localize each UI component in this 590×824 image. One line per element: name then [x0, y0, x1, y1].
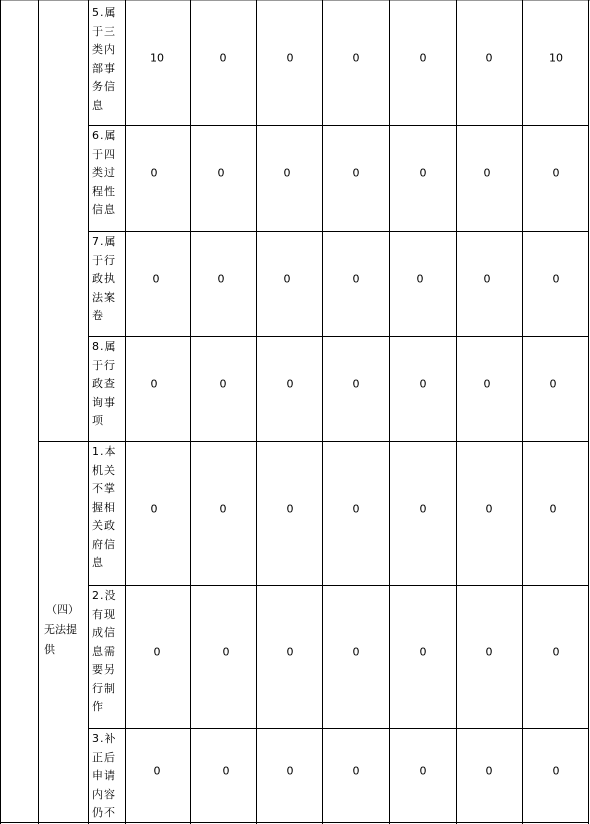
group-label-line3: 供: [44, 643, 55, 656]
cell-value: 0: [217, 166, 225, 180]
row-border-3: [88, 336, 589, 337]
cell-value: 0: [352, 377, 360, 391]
cell-value: 0: [483, 272, 491, 286]
row-label: 2.没有现成信息需要另行制作: [92, 589, 117, 713]
cell-value: 0: [352, 502, 360, 516]
row-border-5: [88, 585, 589, 586]
cell-value: 0: [286, 764, 294, 778]
cell-value: 0: [419, 51, 427, 65]
row-border-2: [88, 231, 589, 232]
cell-value: 0: [483, 166, 491, 180]
cell-value: 0: [419, 502, 427, 516]
cell-value: 0: [549, 502, 557, 516]
cell-value: 0: [416, 272, 424, 286]
group-label-line2: 无法提: [44, 623, 77, 636]
cell-value: 0: [419, 166, 427, 180]
cell-value: 0: [219, 502, 227, 516]
cell-value: 0: [222, 645, 230, 659]
cell-value: 0: [419, 764, 427, 778]
col-border-4: [190, 0, 191, 824]
cell-value: 0: [549, 377, 557, 391]
row-label: 8.属于行政查询事项: [92, 340, 117, 427]
col-border-5: [256, 0, 257, 824]
row-border-4: [38, 441, 589, 442]
cell-value: 0: [483, 377, 491, 391]
cell-value: 0: [150, 166, 158, 180]
cell-value: 0: [352, 645, 360, 659]
cell-value: 0: [153, 645, 161, 659]
cell-value: 0: [283, 166, 291, 180]
cell-value: 0: [552, 166, 560, 180]
cell-value: 0: [352, 166, 360, 180]
row-label: 5.属于三类内部事务信息: [92, 6, 117, 112]
cell-value: 0: [219, 51, 227, 65]
col-border-10: [588, 0, 589, 824]
cell-value: 0: [286, 645, 294, 659]
cell-value: 10: [549, 51, 563, 65]
cell-value: 0: [352, 764, 360, 778]
cell-value: 0: [485, 764, 493, 778]
cell-value: 0: [150, 377, 158, 391]
cell-value: 0: [222, 764, 230, 778]
row-label: 6.属于四类过程性信息: [92, 129, 117, 216]
col-border-7: [389, 0, 390, 824]
cell-value: 0: [352, 51, 360, 65]
col-border-6: [322, 0, 323, 824]
col-border-9: [522, 0, 523, 824]
row-label: 7.属于行政执法案卷: [92, 235, 117, 322]
cell-value: 0: [552, 645, 560, 659]
cell-value: 0: [283, 272, 291, 286]
group-label-cannot-provide: [44, 600, 79, 660]
cell-value: 0: [485, 645, 493, 659]
group-label-line1: （四）: [46, 603, 79, 616]
cell-value: 0: [153, 764, 161, 778]
cell-value: 0: [485, 51, 493, 65]
col-border-2: [88, 0, 89, 824]
cell-value: 0: [352, 272, 360, 286]
cell-value: 0: [419, 645, 427, 659]
col-border-0: [0, 0, 1, 824]
row-border-6: [88, 728, 589, 729]
cell-value: 10: [150, 51, 164, 65]
cell-value: 0: [552, 272, 560, 286]
cell-value: 0: [286, 502, 294, 516]
cell-value: 0: [152, 272, 160, 286]
cell-value: 0: [286, 51, 294, 65]
cell-value: 0: [485, 502, 493, 516]
row-label: 3.补正后申请内容仍不: [92, 732, 117, 819]
cell-value: 0: [219, 377, 227, 391]
cell-value: 0: [150, 502, 158, 516]
cell-value: 0: [217, 272, 225, 286]
cell-value: 0: [552, 764, 560, 778]
row-label: 1.本机关不掌握相关政府信息: [92, 445, 117, 569]
col-border-8: [456, 0, 457, 824]
col-border-1: [38, 0, 39, 824]
cell-value: 0: [419, 377, 427, 391]
row-border-1: [88, 125, 589, 126]
bottom-border: [0, 822, 589, 823]
cell-value: 0: [286, 377, 294, 391]
